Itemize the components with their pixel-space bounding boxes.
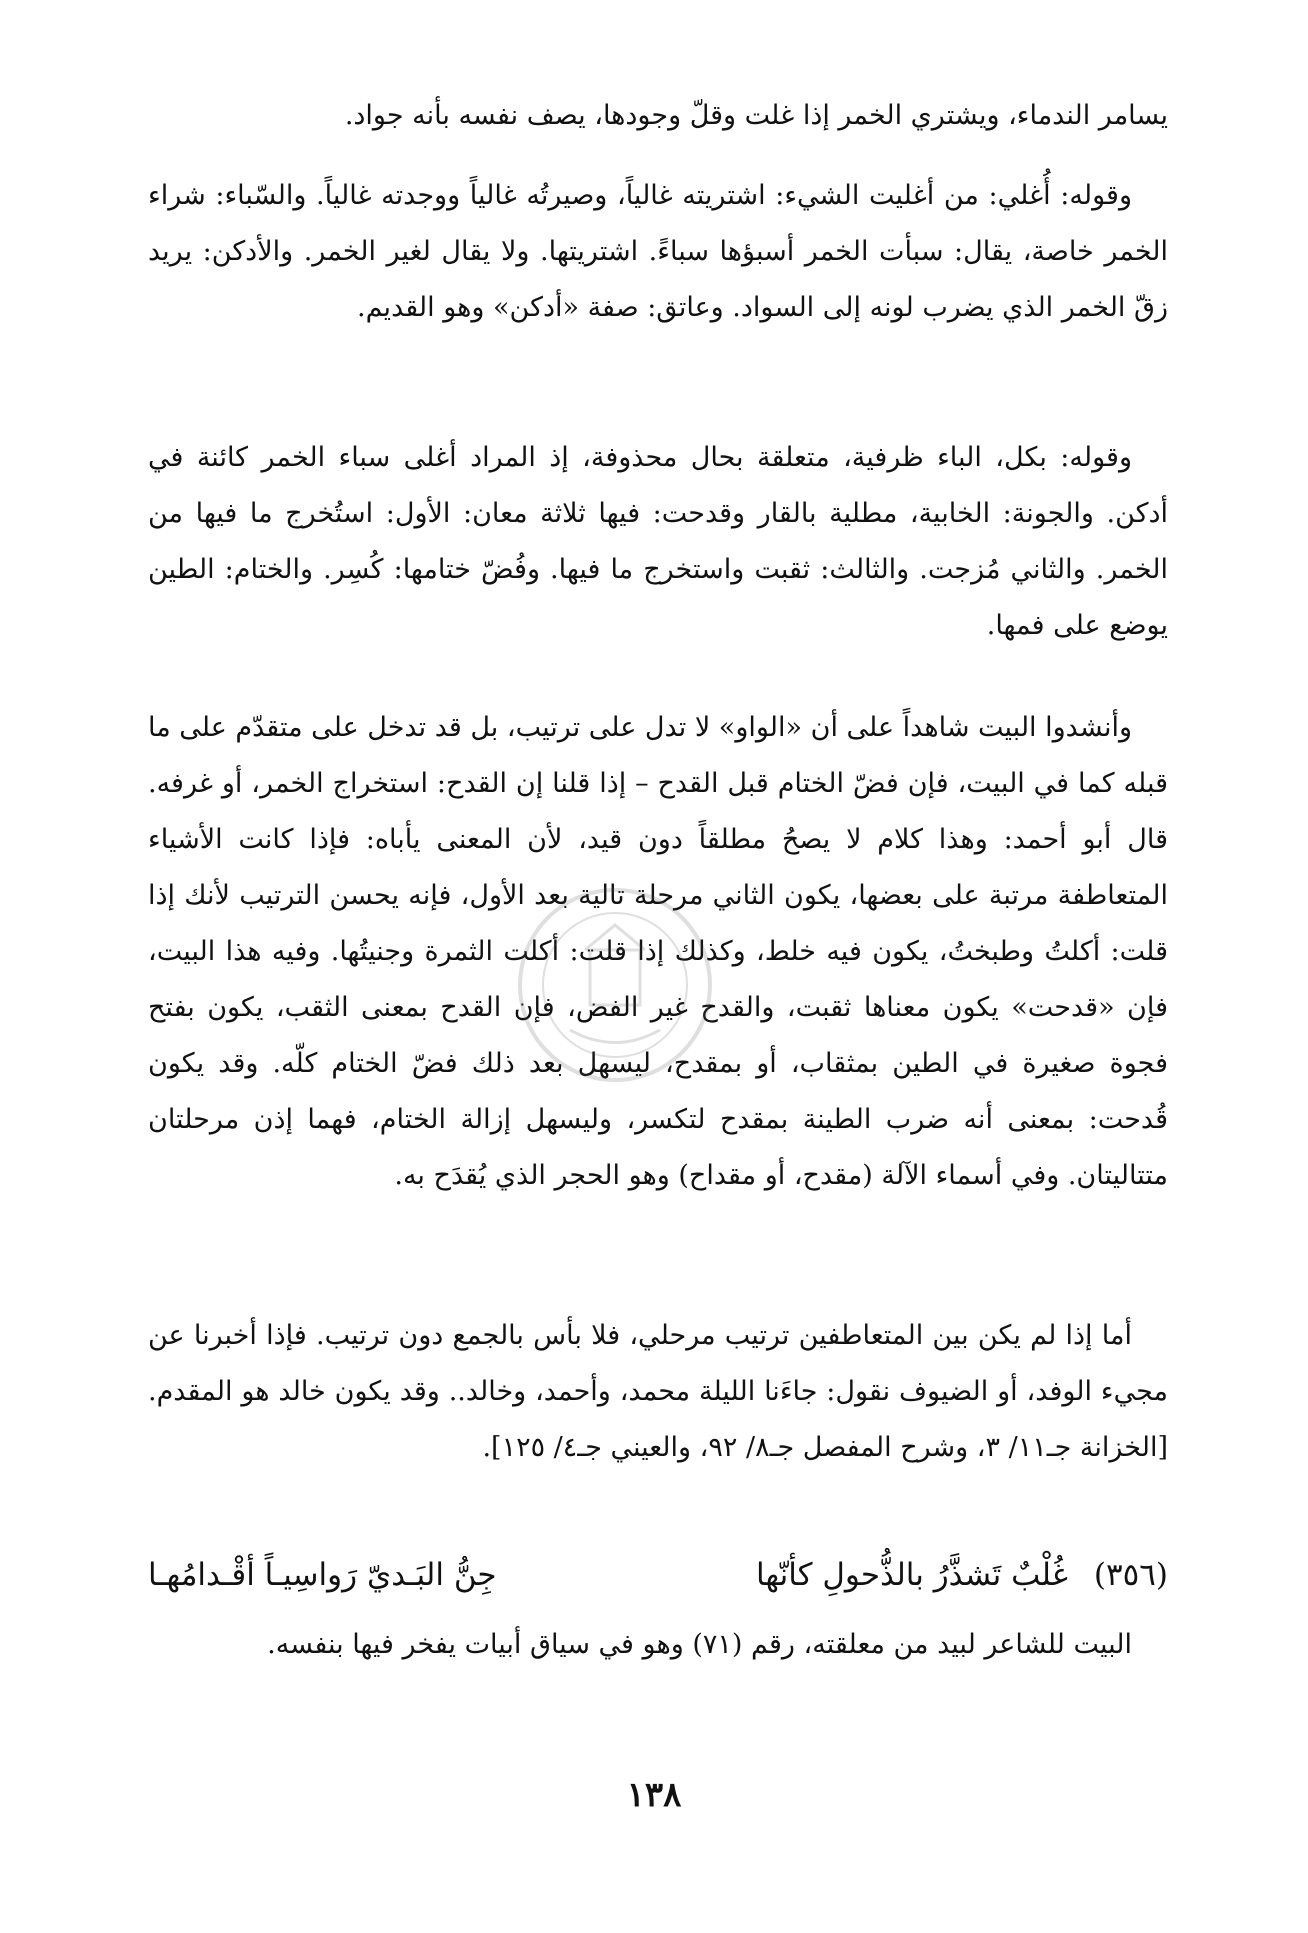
verse-second-hemistich: جِنُّ البَـديّ رَواسِيـاً أقْـدامُهـا: [148, 1557, 497, 1593]
poetry-verse: [148, 1545, 1168, 1605]
page-number: ١٣٨: [626, 1775, 682, 1815]
paragraph-grammar-explanation: وقوله: بكل، الباء ظرفية، متعلقة بحال محذوفة، إذ المراد أغلى سباء الخمر كائنة في أدكن. والجونة: الخابية، مطلية بالقار وقدحت: فيها ثلاثة معان: الأول: استُخرج ما فيها من الخمر. والثاني مُزجت. والثالث: ثقبت واستخرج ما فيها. وفُضّ ختامها: كُسِر. والختام: الطين يوضع على فمها.: [148, 442, 1168, 641]
verse-attribution-note: البيت للشاعر لبيد من معلقته، رقم (٧١) وهو في سياق أبيات يفخر فيها بنفسه.: [267, 1629, 1132, 1660]
paragraph-continuation: يسامر الندماء، ويشتري الخمر إذا غلت وقلّ وجودها، يصف نفسه بأنه جواد.: [344, 100, 1168, 131]
library-seal-icon: [510, 880, 720, 1090]
verse-first-hemistich: غُلْبٌ تَشذَّرُ بالذُّحولِ كأنّها: [755, 1557, 1068, 1593]
paragraph-order-discussion: أما إذا لم يكن بين المتعاطفين ترتيب مرحلي، فلا بأس بالجمع دون ترتيب. فإذا أخبرنا عن مجيء الوفد، أو الضيوف نقول: جاءَنا الليلة محمد، وأحمد، وخالد.. وقد يكون خالد هو المقدم. [الخزانة جـ١١/ ٣، وشرح المفصل جـ٨/ ٩٢، والعيني جـ٤/ ١٢٥].: [148, 1320, 1168, 1463]
verse-number: (٣٥٦): [1093, 1557, 1168, 1593]
paragraph-witness-discussion: وأنشدوا البيت شاهداً على أن «الواو» لا تدل على ترتيب، بل قد تدخل على متقدّم على ما قبله كما في البيت، فإن فضّ الختام قبل القدح – إذا قلنا إن القدح: استخراج الخمر، أو غرفه. قال أبو أحمد: وهذا كلام لا يصحُ مطلقاً دون قيد، لأن المعنى يأباه: فإذا كانت الأشياء المتعاطفة مرتبة على بعضها، يكون الثاني مرحلة تالية بعد الأول، فإنه يحسن الترتيب لأنك إذا قلت: أكلتُ وطبختُ، يكون فيه خلط، وكذلك إذا قلت: أكلت الثمرة وجنيتُها. وفيه هذا البيت، فإن «قدحت» يكون معناها ثقبت، والقدح غير الفض، فإن القدح بمعنى الثقب، يكون بفتح فجوة صغيرة في الطين بمثقاب، أو بمقدح، ليسهل بعد ذلك فضّ الختام كلّه. وقد يكون قُدحت: بمعنى أنه ضرب الطينة بمقدح لتكسر، وليسهل إزالة الختام، فهما إذن مرحلتان متتاليتان. وفي أسماء الآلة (مقدح، أو مقداح) وهو الحجر الذي يُقدَح به.: [148, 712, 1168, 1191]
paragraph-word-glosses: وقوله: أُغلي: من أغليت الشيء: اشتريته غالياً، وصيرتُه غالياً ووجدته غالياً. والسّباء: شراء الخمر خاصة، يقال: سبأت الخمر أسبؤها سباءً. اشتريتها. ولا يقال لغير الخمر. والأدكن: يريد زقّ الخمر الذي يضرب لونه إلى السواد. وعاتق: صفة «أدكن» وهو القديم.: [148, 180, 1168, 323]
